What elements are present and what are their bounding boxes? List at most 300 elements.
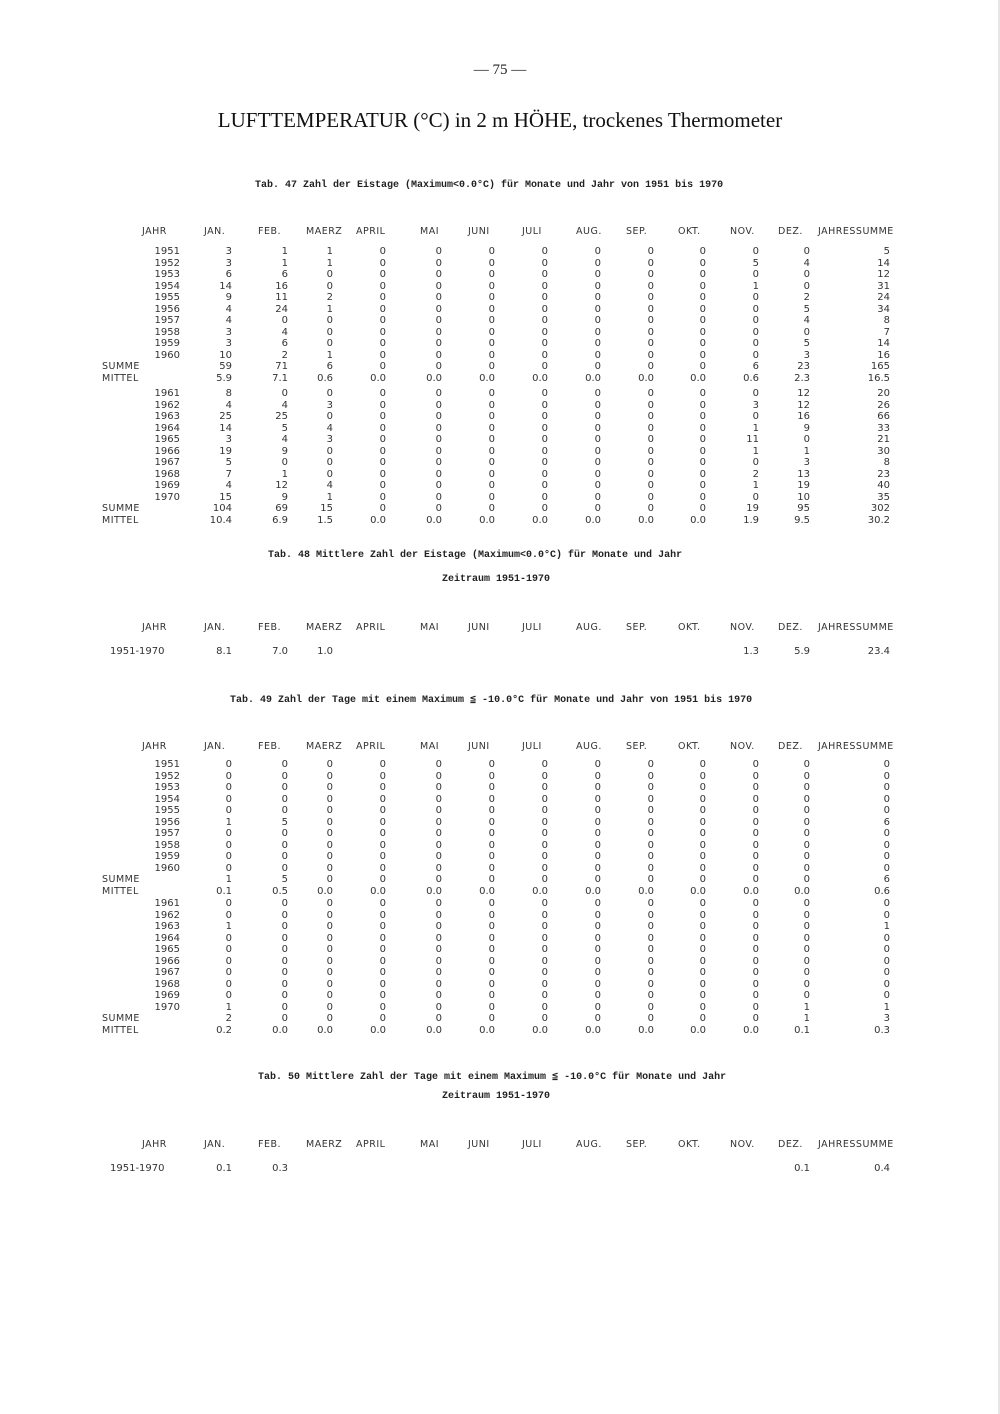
- summe-cell: 19: [746, 503, 759, 514]
- value-cell: 0: [435, 388, 442, 399]
- value-cell: 0: [699, 388, 706, 399]
- table-row: [0, 338, 1000, 349]
- value-cell: 0: [594, 338, 601, 349]
- value-cell: 0: [225, 990, 232, 1001]
- value-cell: 3: [803, 349, 810, 361]
- mittel-cell: 0.0: [317, 885, 333, 897]
- value-cell: 33: [877, 422, 890, 434]
- value-cell: 0: [488, 828, 495, 839]
- year-cell: 1969: [154, 480, 180, 491]
- value-cell: 34: [877, 303, 890, 315]
- table-row: [0, 771, 1000, 782]
- value-cell: 0: [752, 292, 759, 303]
- value-cell: 12: [797, 388, 810, 399]
- mittel-cell: 0.0: [585, 372, 601, 384]
- summe-cell: 69: [275, 503, 288, 514]
- column-header: JULI: [522, 741, 542, 752]
- value-cell: 0: [647, 782, 654, 793]
- value-cell: 0: [379, 759, 386, 770]
- column-header: AUG.: [576, 1139, 602, 1150]
- value-cell: 7: [883, 326, 890, 338]
- value-cell: 0: [647, 434, 654, 445]
- value-cell: 0: [647, 491, 654, 503]
- value-cell: 0: [594, 349, 601, 361]
- value-cell: 5: [803, 303, 810, 315]
- summe-cell: 302: [870, 503, 890, 514]
- value-cell: 0: [752, 326, 759, 338]
- value-cell: 0: [488, 990, 495, 1001]
- value-cell: 0: [541, 770, 548, 782]
- year-cell: 1952: [154, 257, 180, 269]
- year-cell: 1970: [154, 491, 180, 503]
- value-cell: 0: [803, 851, 810, 862]
- period-cell: 1951-1970: [110, 646, 165, 657]
- value-cell: 0: [379, 303, 386, 315]
- value-cell: 0: [225, 898, 232, 909]
- value-cell: 0: [326, 990, 333, 1001]
- page-number: — 75 —: [473, 62, 527, 78]
- value-cell: 0: [594, 280, 601, 292]
- value-cell: 0: [225, 932, 232, 944]
- value-cell: 0: [541, 326, 548, 338]
- value-cell: 21: [877, 434, 890, 445]
- mittel-cell: 0.0: [532, 514, 548, 526]
- value-cell: 0: [435, 944, 442, 955]
- value-cell: 0: [752, 955, 759, 967]
- column-header: MAERZ: [306, 622, 343, 633]
- value-cell: 0: [541, 303, 548, 315]
- value-cell: 0: [752, 851, 759, 862]
- column-header: JULI: [522, 1139, 542, 1150]
- value-cell: 0: [699, 303, 706, 315]
- mittel-cell: 0.1: [794, 1024, 810, 1036]
- value-cell: 0: [225, 759, 232, 770]
- value-cell: 0: [594, 990, 601, 1001]
- value-cell: 0: [699, 1001, 706, 1013]
- value-cell: 0: [435, 457, 442, 468]
- value-cell: 0: [699, 898, 706, 909]
- value-cell: 7.0: [272, 646, 288, 657]
- value-cell: 5: [752, 257, 759, 269]
- value-cell: 0: [647, 805, 654, 816]
- value-cell: 0: [379, 292, 386, 303]
- value-cell: 0: [225, 955, 232, 967]
- mittel-cell: 0.1: [216, 885, 232, 897]
- column-header: APRIL: [356, 622, 386, 633]
- table-row: [0, 840, 1000, 851]
- year-cell: 1951: [154, 759, 180, 770]
- table-row: [0, 315, 1000, 326]
- column-header: SEP.: [626, 226, 648, 237]
- value-cell: 0: [379, 978, 386, 990]
- value-cell: 0: [699, 292, 706, 303]
- value-cell: 0: [488, 388, 495, 399]
- value-cell: 0: [647, 315, 654, 326]
- value-cell: 0: [488, 457, 495, 468]
- year-cell: 1959: [154, 851, 180, 862]
- value-cell: 0: [379, 422, 386, 434]
- year-cell: 1955: [154, 292, 180, 303]
- value-cell: 0: [326, 921, 333, 932]
- column-header: JAN.: [204, 226, 226, 237]
- value-cell: 0: [379, 944, 386, 955]
- value-cell: 0: [883, 782, 890, 793]
- value-cell: 0: [435, 932, 442, 944]
- mittel-cell: 0.0: [690, 372, 706, 384]
- value-cell: 0: [379, 491, 386, 503]
- value-cell: 0: [883, 839, 890, 851]
- value-cell: 0: [752, 816, 759, 828]
- value-cell: 0: [803, 990, 810, 1001]
- value-cell: 0: [699, 468, 706, 480]
- year-cell: 1953: [154, 269, 180, 280]
- column-header: MAI: [420, 622, 439, 633]
- value-cell: 4: [225, 399, 232, 411]
- value-cell: 7: [225, 468, 232, 480]
- value-cell: 0: [699, 909, 706, 921]
- mittel-cell: 0.0: [426, 514, 442, 526]
- value-cell: 0: [488, 955, 495, 967]
- value-cell: 0: [541, 411, 548, 422]
- value-cell: 0: [488, 292, 495, 303]
- value-cell: 0: [326, 851, 333, 862]
- value-cell: 11: [275, 292, 288, 303]
- mittel-cell: 0.0: [690, 514, 706, 526]
- value-cell: 0: [379, 1001, 386, 1013]
- value-cell: 0: [647, 816, 654, 828]
- value-cell: 0: [883, 978, 890, 990]
- value-cell: 0: [883, 967, 890, 978]
- value-cell: 0: [326, 759, 333, 770]
- value-cell: 0: [647, 246, 654, 257]
- summe-label: SUMME: [102, 1013, 140, 1024]
- value-cell: 0: [594, 257, 601, 269]
- value-cell: 0: [594, 851, 601, 862]
- table-row: [0, 990, 1000, 1001]
- year-cell: 1958: [154, 839, 180, 851]
- mittel-cell: 0.0: [743, 885, 759, 897]
- value-cell: 0: [647, 862, 654, 874]
- value-cell: 5: [281, 816, 288, 828]
- value-cell: 0: [699, 793, 706, 805]
- value-cell: 0: [541, 990, 548, 1001]
- value-cell: 0: [488, 315, 495, 326]
- value-cell: 0: [225, 944, 232, 955]
- column-header: JULI: [522, 622, 542, 633]
- column-header: JUNI: [468, 1139, 490, 1150]
- value-cell: 0: [699, 759, 706, 770]
- value-cell: 0: [379, 269, 386, 280]
- value-cell: 0: [803, 898, 810, 909]
- value-cell: 8.1: [216, 646, 232, 657]
- summe-cell: 0: [488, 361, 495, 372]
- value-cell: 0: [541, 480, 548, 491]
- column-header: NOV.: [730, 1139, 755, 1150]
- value-cell: 1: [803, 445, 810, 457]
- value-cell: 19: [219, 445, 232, 457]
- column-header: NOV.: [730, 741, 755, 752]
- mittel-cell: 1.9: [743, 514, 759, 526]
- value-cell: 0: [435, 303, 442, 315]
- value-cell: 0: [883, 793, 890, 805]
- value-cell: 9: [803, 422, 810, 434]
- value-cell: 25: [275, 411, 288, 422]
- value-cell: 0: [488, 770, 495, 782]
- value-cell: 30: [877, 445, 890, 457]
- value-cell: 0: [594, 944, 601, 955]
- value-cell: 0: [647, 1001, 654, 1013]
- value-cell: 0: [883, 932, 890, 944]
- value-cell: 0: [541, 315, 548, 326]
- year-cell: 1952: [154, 770, 180, 782]
- value-cell: 8: [225, 388, 232, 399]
- summe-cell: 0: [488, 503, 495, 514]
- value-cell: 0: [541, 839, 548, 851]
- value-cell: 0: [281, 782, 288, 793]
- mittel-cell: 16.5: [867, 372, 890, 384]
- mittel-cell: 0.0: [690, 885, 706, 897]
- summe-cell: 0: [541, 1013, 548, 1024]
- summe-cell: 0: [594, 503, 601, 514]
- value-cell: 0: [752, 759, 759, 770]
- value-cell: 0: [883, 944, 890, 955]
- value-cell: 0: [435, 280, 442, 292]
- summe-cell: 6: [326, 361, 333, 372]
- value-cell: 0: [541, 909, 548, 921]
- value-cell: 0: [594, 978, 601, 990]
- year-cell: 1962: [154, 909, 180, 921]
- column-header: SEP.: [626, 1139, 648, 1150]
- mittel-cell: 0.0: [426, 372, 442, 384]
- value-cell: 0: [435, 326, 442, 338]
- summe-cell: 0: [803, 874, 810, 885]
- year-cell: 1970: [154, 1001, 180, 1013]
- value-cell: 3: [752, 399, 759, 411]
- summe-cell: 0: [488, 1013, 495, 1024]
- value-cell: 3: [225, 434, 232, 445]
- value-cell: 0: [326, 816, 333, 828]
- summe-cell: 6: [752, 361, 759, 372]
- value-cell: 0: [326, 770, 333, 782]
- summe-cell: 0: [488, 874, 495, 885]
- value-cell: 0: [379, 990, 386, 1001]
- value-cell: 0: [488, 1001, 495, 1013]
- value-cell: 0: [803, 909, 810, 921]
- value-cell: 0: [379, 388, 386, 399]
- column-header: NOV.: [730, 226, 755, 237]
- value-cell: 0: [752, 909, 759, 921]
- value-cell: 4: [225, 315, 232, 326]
- value-cell: 5: [281, 422, 288, 434]
- value-cell: 0: [541, 759, 548, 770]
- value-cell: 0: [488, 468, 495, 480]
- value-cell: 0: [699, 326, 706, 338]
- value-cell: 0: [435, 828, 442, 839]
- value-cell: 0: [488, 422, 495, 434]
- column-header: DEZ.: [778, 741, 803, 752]
- column-header: NOV.: [730, 622, 755, 633]
- value-cell: 0: [647, 411, 654, 422]
- value-cell: 0: [699, 851, 706, 862]
- value-cell: 19: [797, 480, 810, 491]
- value-cell: 1: [326, 246, 333, 257]
- value-cell: 0: [281, 839, 288, 851]
- value-cell: 0: [647, 851, 654, 862]
- mittel-cell: 0.0: [479, 372, 495, 384]
- mittel-cell: 0.0: [532, 1024, 548, 1036]
- mittel-label: MITTEL: [102, 885, 139, 897]
- column-header: OKT.: [678, 622, 701, 633]
- tab47-caption: Tab. 47 Zahl der Eistage (Maximum<0.0°C) für Monate und Jahr von 1951 bis 1970: [255, 180, 724, 191]
- value-cell: 0: [379, 851, 386, 862]
- table-row: [0, 350, 1000, 361]
- table-row: [0, 956, 1000, 967]
- value-cell: 0: [488, 303, 495, 315]
- value-cell: 0: [752, 793, 759, 805]
- value-cell: 0: [594, 839, 601, 851]
- column-header: AUG.: [576, 622, 602, 633]
- column-header: JAHRESSUMME: [818, 226, 894, 237]
- value-cell: 0: [488, 862, 495, 874]
- value-cell: 0: [803, 978, 810, 990]
- value-cell: 40: [877, 480, 890, 491]
- value-cell: 0: [883, 805, 890, 816]
- summe-cell: 0: [647, 874, 654, 885]
- value-cell: 0: [699, 422, 706, 434]
- mittel-cell: 0.0: [638, 885, 654, 897]
- value-cell: 0: [699, 921, 706, 932]
- value-cell: 0: [594, 445, 601, 457]
- value-cell: 0: [379, 326, 386, 338]
- value-cell: 0: [883, 990, 890, 1001]
- value-cell: 0: [803, 816, 810, 828]
- value-cell: 0: [379, 898, 386, 909]
- summe-cell: 0: [647, 361, 654, 372]
- value-cell: 0: [541, 457, 548, 468]
- value-cell: 0: [699, 480, 706, 491]
- value-cell: 0: [488, 411, 495, 422]
- column-header: MAERZ: [306, 1139, 343, 1150]
- value-cell: 0: [541, 292, 548, 303]
- value-cell: 0: [435, 491, 442, 503]
- value-cell: 0: [699, 434, 706, 445]
- value-cell: 0: [699, 816, 706, 828]
- value-cell: 0: [803, 967, 810, 978]
- value-cell: 0: [647, 338, 654, 349]
- value-cell: 0: [435, 851, 442, 862]
- value-cell: 0: [225, 793, 232, 805]
- value-cell: 0: [225, 828, 232, 839]
- value-cell: 9: [225, 292, 232, 303]
- value-cell: 0: [326, 967, 333, 978]
- year-cell: 1965: [154, 944, 180, 955]
- value-cell: 0: [699, 411, 706, 422]
- column-header: AUG.: [576, 741, 602, 752]
- value-cell: 0: [647, 955, 654, 967]
- value-cell: 11: [746, 434, 759, 445]
- value-cell: 0: [647, 480, 654, 491]
- value-cell: 0: [752, 349, 759, 361]
- value-cell: 0: [803, 932, 810, 944]
- table-row: [0, 933, 1000, 944]
- summe-cell: 0: [541, 874, 548, 885]
- value-cell: 0: [541, 434, 548, 445]
- table-row: [0, 898, 1000, 909]
- value-cell: 0: [752, 782, 759, 793]
- value-cell: 0: [699, 862, 706, 874]
- summe-cell: 15: [320, 503, 333, 514]
- mittel-cell: 0.0: [532, 885, 548, 897]
- table-row: [0, 1002, 1000, 1013]
- value-cell: 0: [541, 1001, 548, 1013]
- value-cell: 0: [594, 292, 601, 303]
- value-cell: 0: [326, 457, 333, 468]
- summe-row: [0, 503, 1000, 514]
- value-cell: 0: [803, 280, 810, 292]
- mittel-cell: 0.0: [317, 1024, 333, 1036]
- value-cell: 0: [594, 967, 601, 978]
- value-cell: 16: [275, 280, 288, 292]
- value-cell: 0: [541, 816, 548, 828]
- value-cell: 0: [647, 257, 654, 269]
- mittel-cell: 2.3: [794, 372, 810, 384]
- value-cell: 0: [541, 491, 548, 503]
- value-cell: 0: [541, 269, 548, 280]
- column-header: JULI: [522, 226, 542, 237]
- value-cell: 0: [647, 921, 654, 932]
- value-cell: 12: [877, 269, 890, 280]
- table-row: [0, 388, 1000, 399]
- value-cell: 0: [594, 862, 601, 874]
- table-row: [0, 863, 1000, 874]
- year-cell: 1964: [154, 422, 180, 434]
- year-cell: 1960: [154, 862, 180, 874]
- column-header: JUNI: [468, 226, 490, 237]
- value-cell: 0: [488, 816, 495, 828]
- value-cell: 1: [883, 921, 890, 932]
- mittel-cell: 0.0: [370, 372, 386, 384]
- column-header: JAN.: [204, 1139, 226, 1150]
- value-cell: 0: [647, 898, 654, 909]
- value-cell: 3: [326, 399, 333, 411]
- column-header: SEP.: [626, 622, 648, 633]
- value-cell: 0: [488, 898, 495, 909]
- year-cell: 1958: [154, 326, 180, 338]
- column-header: JUNI: [468, 741, 490, 752]
- mittel-cell: 0.0: [532, 372, 548, 384]
- value-cell: 0: [541, 932, 548, 944]
- value-cell: 0: [326, 782, 333, 793]
- value-cell: 5: [225, 457, 232, 468]
- value-cell: 0: [326, 1001, 333, 1013]
- value-cell: 0: [435, 422, 442, 434]
- value-cell: 0: [379, 793, 386, 805]
- value-cell: 0: [326, 805, 333, 816]
- value-cell: 0: [435, 990, 442, 1001]
- value-cell: 23: [877, 468, 890, 480]
- value-cell: 0: [488, 445, 495, 457]
- value-cell: 0: [225, 782, 232, 793]
- mittel-row: [0, 373, 1000, 384]
- value-cell: 0.4: [874, 1163, 890, 1174]
- column-header: JAHRESSUMME: [818, 1139, 894, 1150]
- summe-cell: 0: [647, 1013, 654, 1024]
- value-cell: 0: [699, 944, 706, 955]
- summe-row: [0, 1013, 1000, 1024]
- table-row: [0, 258, 1000, 269]
- value-cell: 0: [594, 932, 601, 944]
- value-cell: 0: [541, 828, 548, 839]
